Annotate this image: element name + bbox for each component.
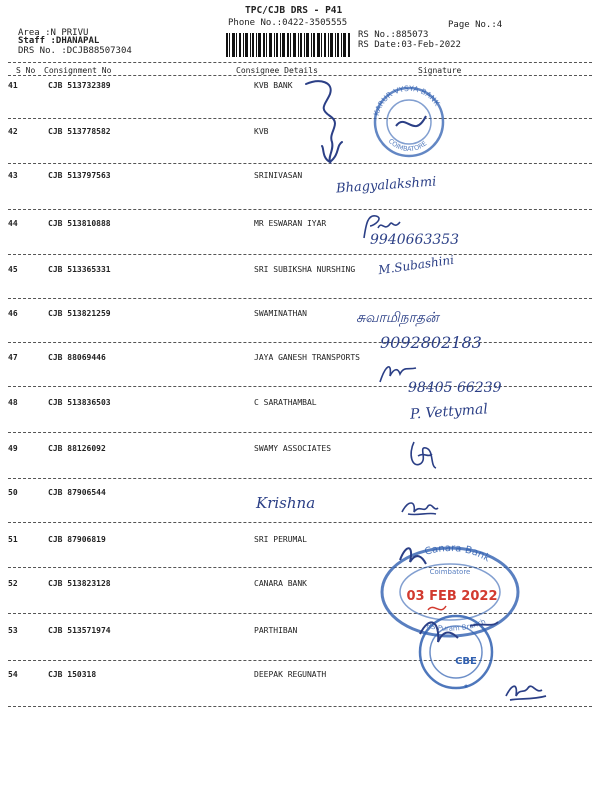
row-consignee: SRI SUBIKSHA NURSHING	[254, 265, 356, 274]
canara-stamp-title: Canara Bank	[423, 542, 492, 565]
row-consignee: DEEPAK REGUNATH	[254, 670, 327, 679]
handwritten-signature	[398, 494, 440, 520]
row-consignee: MR ESWARAN IYAR	[254, 219, 327, 228]
rs-date: RS Date:03-Feb-2022	[358, 40, 461, 50]
office-seal-stamp	[408, 608, 504, 692]
row-consignment-number: CJB 513732389	[48, 81, 111, 90]
row-sno: 44	[8, 219, 18, 228]
row-consignment-number: CJB 513821259	[48, 309, 111, 318]
row-consignee: SRINIVASAN	[254, 171, 303, 180]
staff-label: Staff :DHANAPAL	[18, 36, 100, 46]
row-consignment-number: CJB 513365331	[48, 265, 111, 274]
row-divider	[8, 209, 592, 210]
svg-text:COIMBATORE	[387, 137, 429, 153]
barcode-icon	[226, 33, 350, 57]
row-consignee: KVB	[254, 127, 269, 136]
svg-text:RS Puram Branch	[425, 617, 486, 632]
row-consignment-number: CJB 513810888	[48, 219, 111, 228]
document-title: TPC/CJB DRS - P41	[245, 5, 343, 16]
handwritten-signature: P. Vettymal	[409, 401, 489, 423]
row-sno: 43	[8, 171, 18, 180]
kvb-stamp-top-text: KARUR VYSYA BANK	[371, 83, 442, 117]
seal-cbe-text: CBE	[455, 656, 477, 667]
phone-number: Phone No.:0422-3505555	[228, 18, 348, 28]
row-consignment-number: CJB 87906819	[48, 535, 106, 544]
row-sno: 54	[8, 670, 18, 679]
row-consignee: JAYA GANESH TRANSPORTS	[254, 353, 360, 362]
kvb-stamp-bottom-text: COIMBATORE	[386, 137, 429, 154]
row-consignment-number: CJB 513797563	[48, 171, 111, 180]
row-divider	[8, 342, 592, 343]
row-consignee: C SARATHAMBAL	[254, 398, 317, 407]
row-divider	[8, 386, 592, 387]
row-divider	[8, 118, 592, 119]
row-consignment-number: CJB 88069446	[48, 353, 106, 362]
star-icon: ★	[463, 681, 469, 690]
drs-number: DRS No. :DCJB88507304	[18, 46, 132, 56]
row-sno: 49	[8, 444, 18, 453]
canara-stamp-date: 03 FEB 2022	[406, 589, 498, 604]
handwritten-tamil-name: சுவாமிநாதன்	[356, 310, 439, 326]
row-sno: 45	[8, 265, 18, 274]
row-consignee: CANARA BANK	[254, 579, 307, 588]
header-divider-bottom	[8, 75, 592, 76]
row-consignment-number: CJB 150318	[48, 670, 97, 679]
column-header-consignee: Consignee Details	[236, 66, 318, 75]
row-sno: 47	[8, 353, 18, 362]
bank-seal-stamp	[366, 82, 452, 158]
row-sno: 46	[8, 309, 18, 318]
column-header-consignment: Consignment No	[44, 66, 112, 75]
row-divider	[8, 163, 592, 164]
row-divider	[8, 298, 592, 299]
page-number: Page No.:4	[448, 20, 503, 30]
row-sno: 41	[8, 81, 18, 90]
row-sno: 53	[8, 626, 18, 635]
area-label: Area :N PRIVU	[18, 28, 89, 38]
row-sno: 51	[8, 535, 18, 544]
row-divider	[8, 478, 592, 479]
header-divider-top	[8, 62, 592, 63]
column-header-signature: Signature	[418, 66, 462, 75]
rs-number: RS No.:885073	[358, 30, 429, 40]
handwritten-signature: Krishna	[256, 494, 316, 512]
row-divider	[8, 660, 592, 661]
signature-scribble	[300, 76, 370, 168]
row-consignment-number: CJB 513571974	[48, 626, 111, 635]
row-consignee: SWAMINATHAN	[254, 309, 307, 318]
handwritten-phone: 98405 66239	[408, 380, 502, 396]
handwritten-signature: M.Subashini	[377, 252, 455, 278]
row-divider	[8, 254, 592, 255]
row-consignee: KVB BANK	[254, 81, 293, 90]
svg-text:Canara Bank	[423, 543, 492, 564]
handwritten-signature	[406, 438, 440, 474]
row-consignee: SRI PERUMAL	[254, 535, 307, 544]
row-divider	[8, 432, 592, 433]
column-header-sno: S No	[16, 66, 36, 75]
row-sno: 52	[8, 579, 18, 588]
row-consignee: PARTHIBAN	[254, 626, 298, 635]
row-consignment-number: CJB 87906544	[48, 488, 106, 497]
row-sno: 42	[8, 127, 18, 136]
row-sno: 48	[8, 398, 18, 407]
svg-text:KARUR VYSYA BANK	[372, 84, 443, 117]
canara-stamp-branch: RS Puram Branch	[425, 617, 487, 633]
handwritten-phone: 9940663353	[370, 232, 460, 248]
row-sno: 50	[8, 488, 18, 497]
row-consignment-number: CJB 513823128	[48, 579, 111, 588]
handwritten-signature	[502, 676, 550, 704]
row-consignment-number: CJB 513778582	[48, 127, 111, 136]
row-divider	[8, 567, 592, 568]
row-consignment-number: CJB 88126092	[48, 444, 106, 453]
handwritten-signature: Bhagyalakshmi	[335, 174, 437, 197]
row-divider	[8, 613, 592, 614]
row-divider	[8, 706, 592, 707]
canara-bank-date-stamp	[370, 540, 530, 640]
row-consignment-number: CJB 513836503	[48, 398, 111, 407]
row-consignee: SWAMY ASSOCIATES	[254, 444, 332, 453]
handwritten-phone: 9092802183	[380, 333, 482, 352]
canara-stamp-city: Coimbatore	[429, 568, 471, 576]
row-divider	[8, 522, 592, 523]
